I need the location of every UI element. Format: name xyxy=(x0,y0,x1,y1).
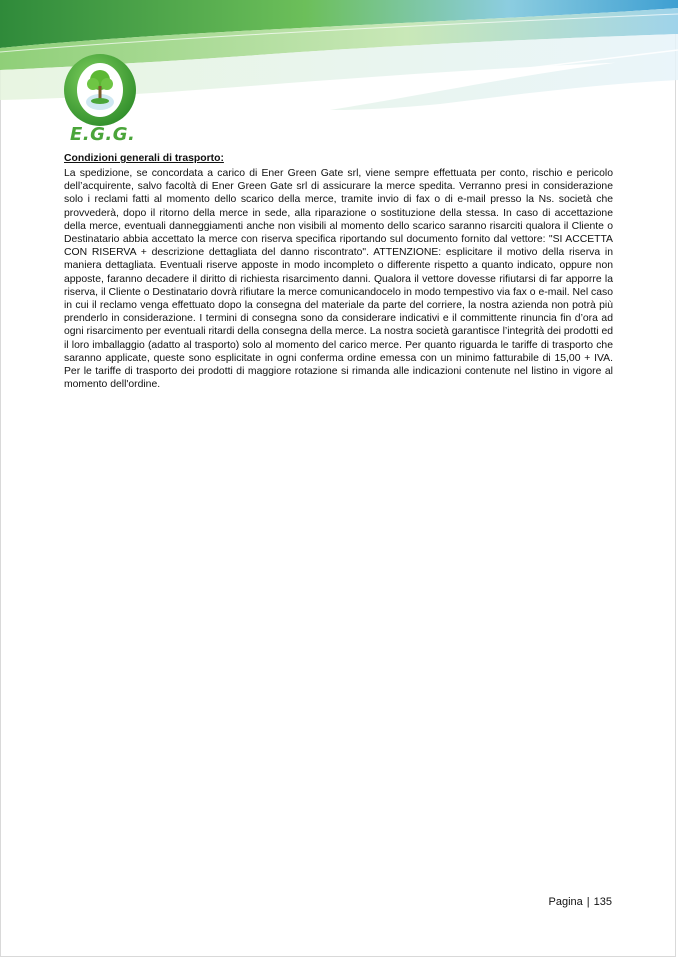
page-footer xyxy=(549,896,612,908)
page-number: 135 xyxy=(593,896,612,908)
section-body: La spedizione, se concordata a carico di Ener Green Gate srl, viene sempre effettuata per conto, rischio e pericolo dell’acquirente, salvo facoltà di Ener Green Gate srl di assicurare la merce spedita. Verranno presi in considerazione solo i reclami fatti al momento dello scarico della merce, tramite invio di fax o di e-mail presso la Ns. società che provvederà, dopo il ritorno della merce in sede, alla riparazione o sostituzione della stessa. In caso di accettazione della merce, eventuali danneggiamenti anche non visibili al momento dello scarico saranno risarciti qualora il Cliente o Destinatario abbia accettato la merce con riserva specifica riportando sul documento fornito dal vettore: "SI ACCETTA CON RISERVA + descrizione dettagliata del danno riscontrato". ATTENZIONE: esplicitare il motivo della riserva in maniera dettagliata. Eventuali riserve apposte in modo incompleto o differente rispetto a quanto indicato, oppure non apposte, faranno decadere il diritto di richiesta risarcimento danni. Qualora il vettore dovesse rifiutarsi di far apporre la riserva, il Cliente o Destinatario dovrà rifiutare la merce comunicandocelo in modo tempestivo via fax o e-mail. Nel caso in cui il reclamo venga effettuato dopo la consegna del materiale da parte del corriere, la nostra azienda non potrà più prenderlo in considerazione. I termini di consegna sono da considerare indicativi e il committente rinuncia fin d’ora ad ogni risarcimento per eventuali ritardi della consegna della merce. La nostra società garantisce l’integrità dei prodotti ed il loro imballaggio (adatto al trasporto) solo al momento del carico merce. Per quanto riguarda le tariffe di trasporto che saranno applicate, queste sono esplicitate in ogni conferma ordine emessa con un minimo fatturabile di 15,00 + IVA. Per le tariffe di trasporto dei prodotti di maggiore rotazione si rimanda alle indicazioni contenute nel listino in vigore al momento dell'ordine. xyxy=(64,168,613,391)
document-content xyxy=(64,152,613,391)
footer-label: Pagina xyxy=(548,896,583,908)
logo-text: E.G.G. xyxy=(70,124,136,145)
footer-separator: | xyxy=(586,896,590,908)
egg-logo-icon xyxy=(62,52,138,128)
section-heading: Condizioni generali di trasporto: xyxy=(64,153,224,164)
